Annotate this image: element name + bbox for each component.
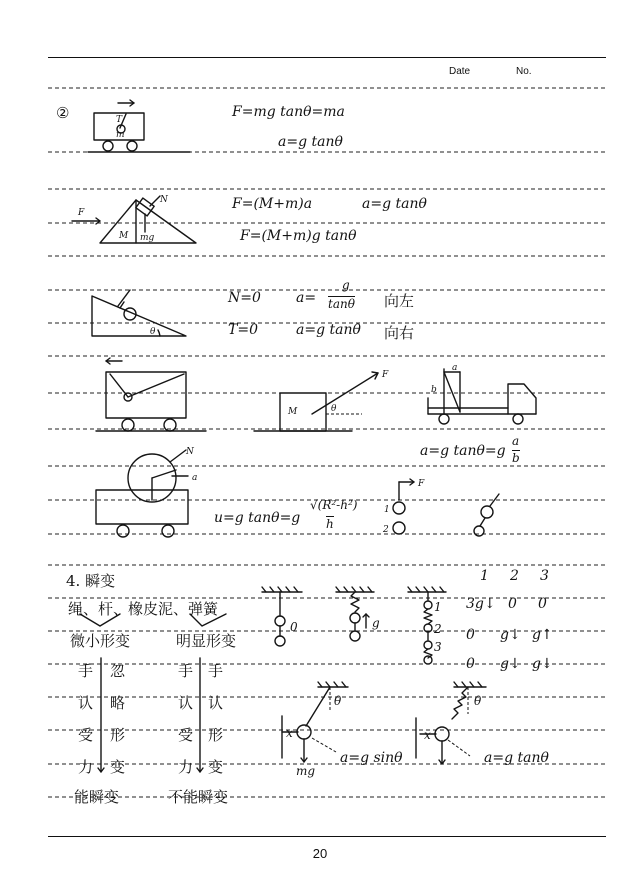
incline-eq2-left: T=0 (228, 322, 258, 338)
col-header-1: 1 (480, 568, 489, 584)
tension-label: T (116, 115, 123, 125)
left-prefix-3: 受 (78, 726, 94, 744)
hang-one-label: 1 (384, 505, 390, 515)
section-title: 4. 瞬变 (66, 572, 116, 590)
truck-b-label: b (431, 385, 437, 395)
string-zero-label: 0 (290, 620, 298, 634)
truck-diagram (428, 363, 536, 424)
wedge-equation-2: F=(M+m)g tanθ (240, 228, 357, 244)
col-header-3: 3 (540, 568, 549, 584)
section-marker: ② (56, 104, 70, 122)
hang-two-label: 2 (383, 525, 389, 535)
spring-cut-equation: a=g tanθ (484, 750, 549, 766)
cart-string-diagram (96, 358, 206, 431)
small-deform-label: 微小形变 (70, 632, 131, 650)
incline-eq1-mid: a= (296, 290, 317, 306)
right-word-2: 认 (208, 694, 224, 712)
wedge-equation-1b: a=g tanθ (362, 196, 427, 212)
incline-ball-diagram (92, 290, 186, 337)
string-cut-equation: a=g sinθ (340, 750, 403, 766)
block-label: M (288, 407, 298, 417)
weight-label: mg (140, 233, 155, 243)
block-force-diagram (254, 370, 389, 431)
block-angle-label: θ (331, 404, 337, 414)
incline-eq2-dir: 向右 (384, 324, 415, 342)
incline-eq1-left: N=0 (228, 290, 261, 306)
truck-a-label: a (452, 363, 458, 373)
row2-col3: g↑ (532, 627, 553, 643)
date-label: Date (449, 66, 471, 77)
cart-pendulum-diagram (88, 100, 190, 152)
circle-eq-den: h (326, 517, 334, 531)
left-word-2: 略 (110, 694, 126, 712)
incline-eq2-mid: a=g tanθ (296, 322, 361, 338)
can-change-label: 能瞬变 (74, 788, 120, 806)
materials-list: 绳、杆、橡皮泥、弹簧 (68, 600, 219, 618)
number-label: No. (516, 66, 532, 77)
circle-equation: u=g tanθ=g (214, 510, 301, 526)
right-prefix-2: 认 (178, 694, 194, 712)
right-word-1: 手 (208, 662, 224, 680)
hang-force-label: F (418, 479, 425, 489)
right-word-3: 形 (208, 726, 224, 744)
obvious-deform-label: 明显形变 (176, 632, 237, 650)
left-prefix-2: 认 (78, 694, 94, 712)
truck-equation: a=g tanθ=g (420, 443, 506, 459)
spring-three-label: 3 (434, 640, 442, 654)
bottom-rule (48, 836, 606, 837)
force-label: F (78, 208, 85, 218)
row1-col1: 3g↓ (466, 596, 496, 612)
col-header-2: 2 (510, 568, 519, 584)
spring-g-label: g (372, 616, 380, 630)
hanging-balls-diagram (382, 479, 499, 536)
cart-equation-2: a=g tanθ (278, 134, 343, 150)
bigmass-label: M (119, 231, 129, 241)
row3-col3: g↓ (532, 656, 553, 672)
truck-eq-num: a (512, 434, 520, 448)
left-prefix-1: 手 (78, 662, 94, 680)
spring-hanging-diagram (336, 587, 374, 641)
row1-col2: 0 (508, 596, 517, 612)
right-word-4: 变 (208, 758, 224, 776)
incline-eq1-den: tanθ (328, 297, 355, 311)
right-prefix-4: 力 (178, 758, 194, 776)
left-theta-label: θ (334, 694, 342, 708)
incline-eq1-num: g (342, 278, 350, 292)
wedge-block-diagram (72, 195, 196, 243)
left-mg-label: mg (296, 764, 316, 778)
normal-label: N (160, 195, 168, 205)
circle-normal-label: N (186, 447, 194, 457)
circle-cart-diagram (96, 447, 197, 537)
left-word-4: 变 (110, 758, 126, 776)
left-x-label: x (286, 726, 293, 740)
right-prefix-1: 手 (178, 662, 194, 680)
row1-col3: 0 (538, 596, 547, 612)
row2-col1: 0 (466, 627, 475, 643)
string-hanging-diagram (262, 587, 302, 646)
right-x-label: x (424, 728, 431, 742)
wedge-equation-1: F=(M+m)a (232, 196, 313, 212)
circle-eq-num: √(R²-h²) (310, 498, 358, 512)
row3-col1: 0 (466, 656, 475, 672)
cart-equation-1: F=mg tanθ=ma (232, 104, 345, 120)
left-word-3: 形 (110, 726, 126, 744)
incline-eq1-dir: 向左 (384, 292, 415, 310)
truck-eq-den: b (512, 451, 520, 465)
left-word-1: 忽 (110, 662, 126, 680)
right-prefix-3: 受 (178, 726, 194, 744)
row3-col2: g↓ (500, 656, 521, 672)
circle-accel-label: a (192, 473, 198, 483)
angle-label: θ (150, 327, 156, 337)
block-force-label: F (382, 370, 389, 380)
spring-one-label: 1 (434, 600, 442, 614)
row2-col2: g↓ (500, 627, 521, 643)
mass-label: m (116, 130, 125, 140)
spring-two-label: 2 (434, 622, 442, 636)
right-theta-label: θ (474, 694, 482, 708)
page-number: 20 (312, 846, 328, 861)
cannot-change-label: 不能瞬变 (168, 788, 229, 806)
left-prefix-4: 力 (78, 758, 94, 776)
